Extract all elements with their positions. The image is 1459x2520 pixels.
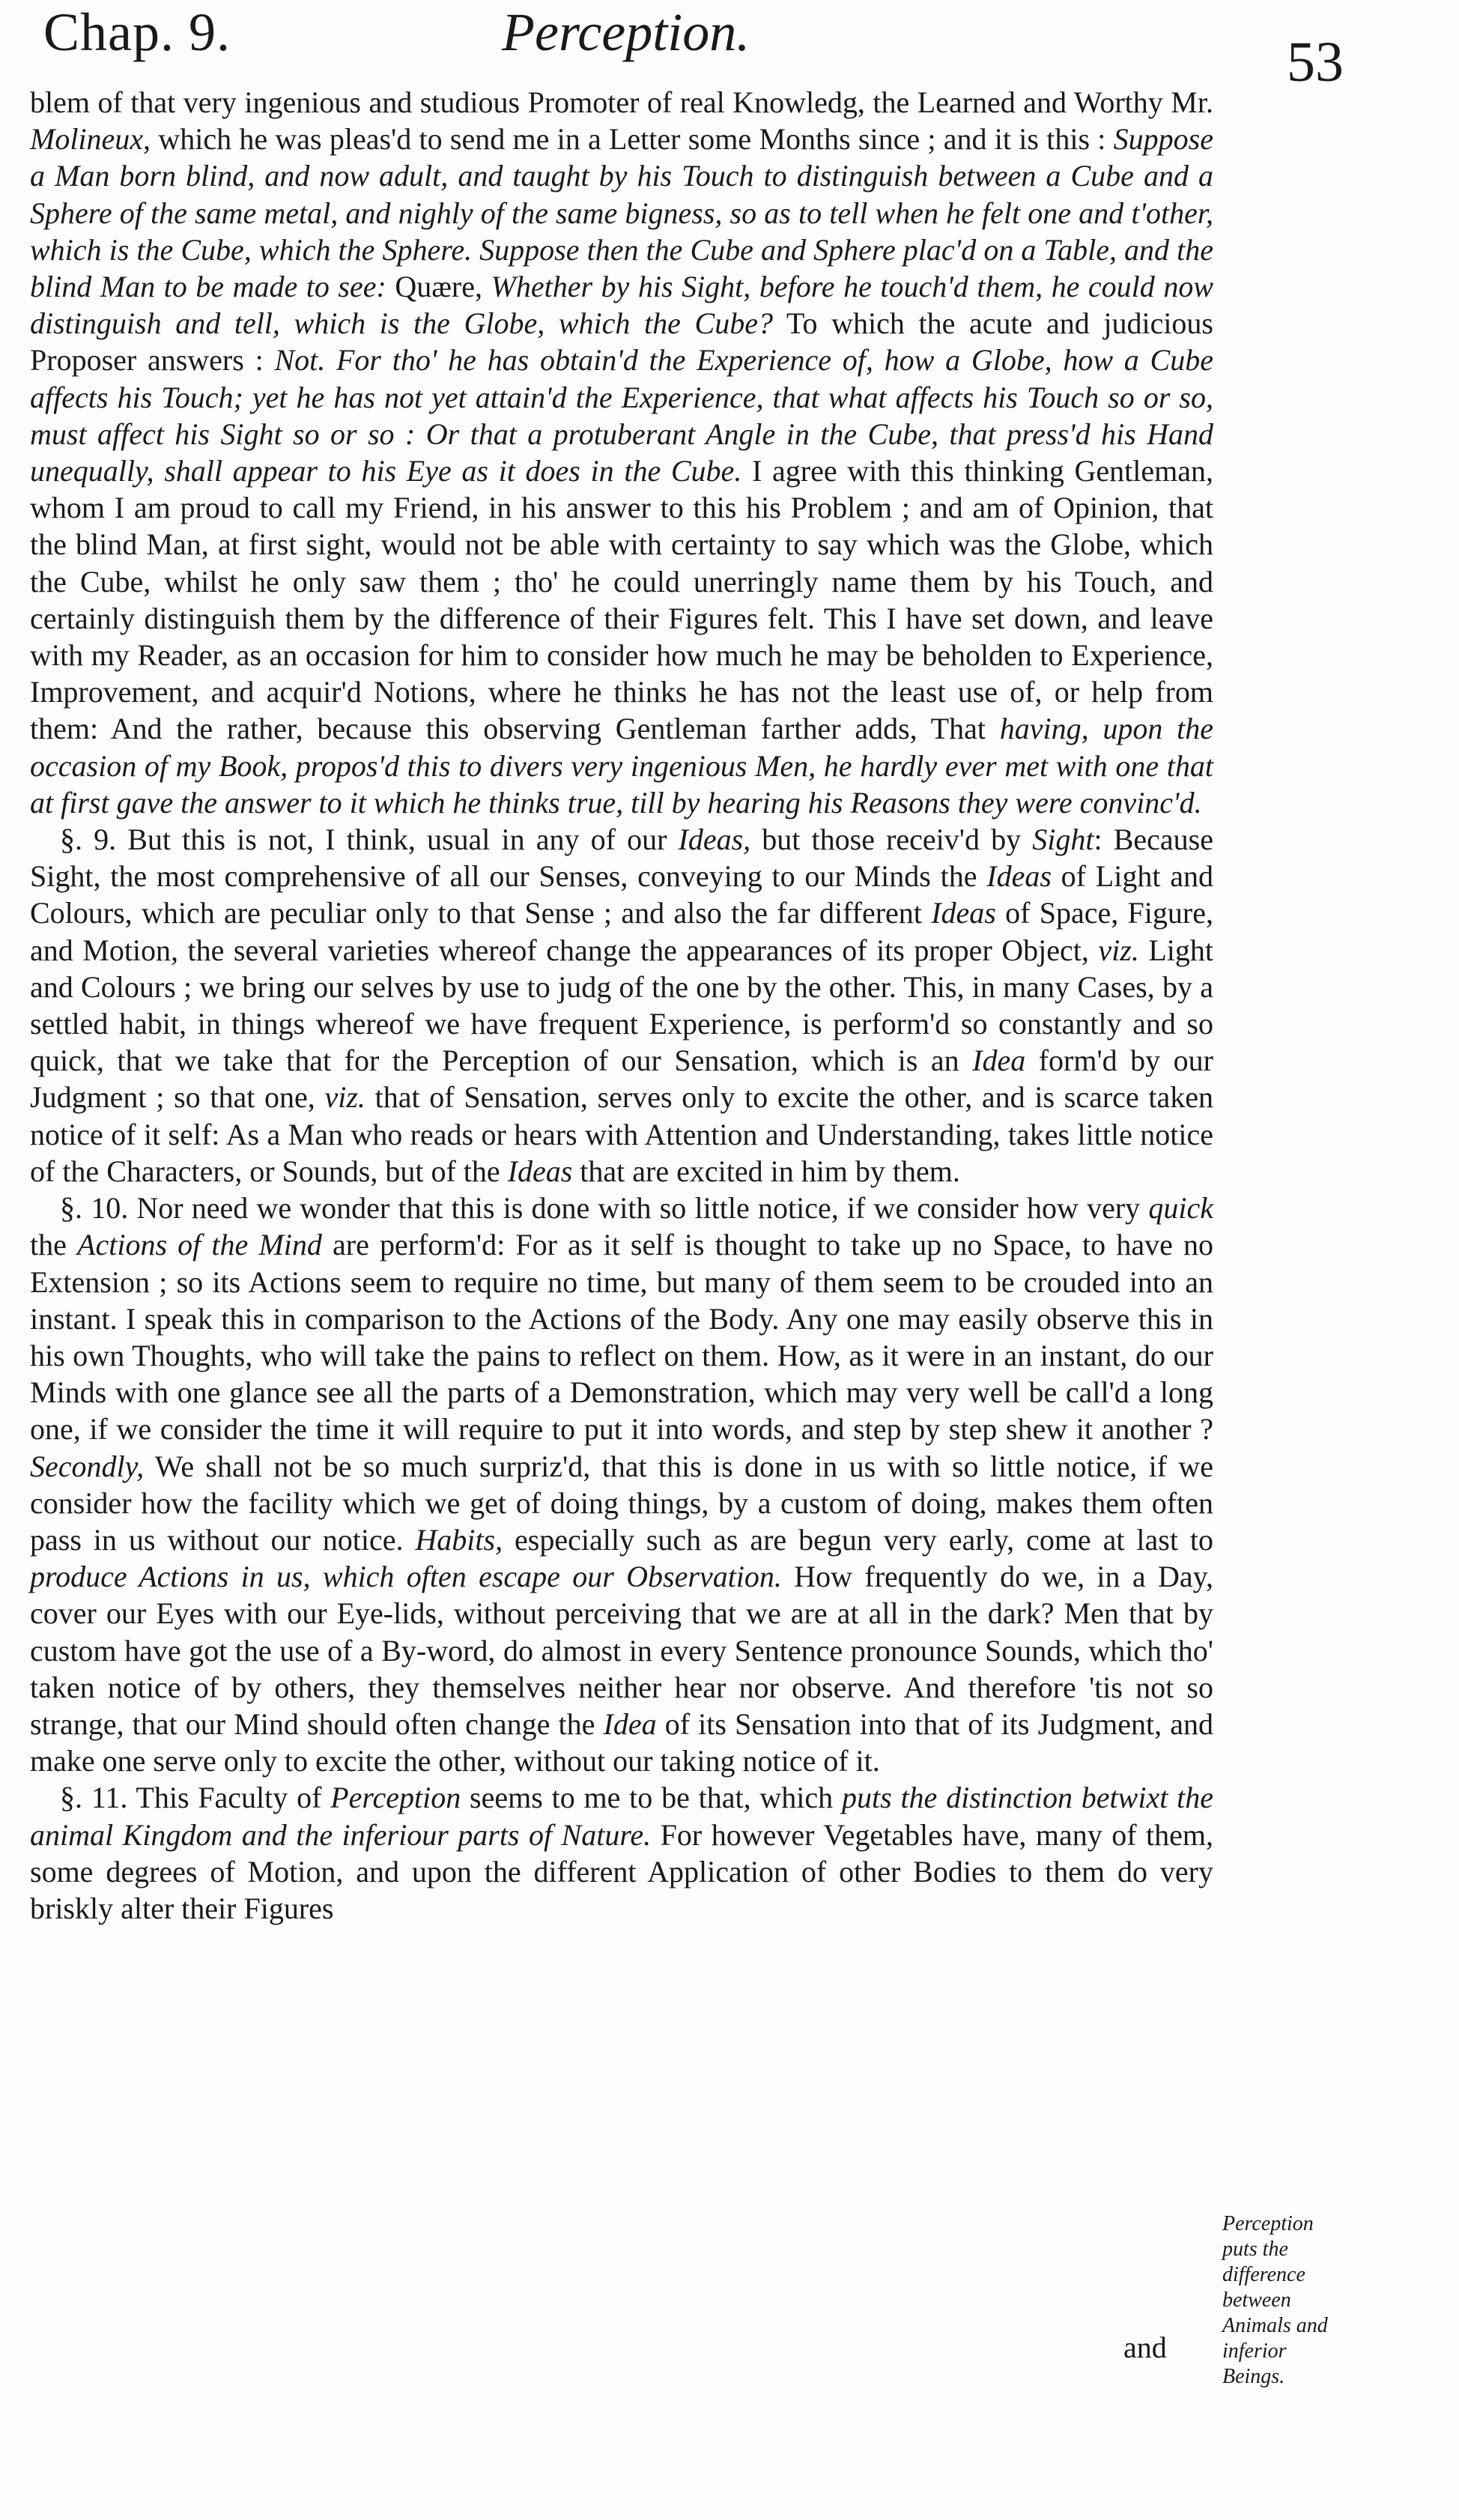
italic-run: Habits, [415,1522,503,1557]
italic-run: Ideas [986,859,1052,894]
text-run: that are excited in him by them. [572,1154,960,1188]
page-number: 53 [1287,31,1344,94]
italic-run: produce Actions in us, which often escape our Observation. [30,1560,782,1594]
italic-run: Idea [972,1044,1026,1078]
text-run: Light and Colours ; we bring our selves by use to judg of the one by the other. This, in many Cases, by a settled habit, in things whereof we have frequent Experience, is perform'd so constantly and so quick, that we take that for the Perception of our Sensation, which is an [30,933,1213,1078]
text-run: the [30,1228,78,1262]
text-run: that of Sensation, serves only to excite the other, and is scarce taken notice of it self: As a Man who reads or hears with Attention and Understanding, takes little notice of the Characters, or Sounds, but of the [30,1080,1213,1188]
text-run: For however Vegetables have, many of them, some degrees of Motion, and upon the different Application of other Bodies to them do very briskly alter their Figures [30,1817,1213,1925]
text-run: of Space, Figure, and Motion, the several varieties whereof change the appearances of its proper Object, [30,896,1213,967]
paragraph-section-11 [30,1779,1213,1927]
italic-run: Sight [1032,823,1094,857]
text-run: I agree with this thinking Gentleman, whom I am proud to call my Friend, in his answer to this his Problem ; and am of Opinion, that the blind Man, at first sight, would not be able with certainty to say which was the Globe, which the Cube, whilst he only saw them ; tho' he could unerringly name them by his Touch, and certainly distinguish them by the difference of their Figures felt. This I have set down, and leave with my Reader, as an occasion for him to consider how much he may be beholden to Experience, Improvement, and acquir'd Notions, where he thinks he has not the least use of, or help from them: And the rather, because this observing Gentleman farther adds, That [30,454,1214,746]
italic-run: having, upon the occasion of my Book, propos'd this to divers very ingenious Men, he hardly ever met with one that at first gave the answer to it which he thinks true, till by hearing his Reasons they were convinc'd. [30,712,1214,820]
italic-run: Whether by his Sight, before he touch'd them, he could now distinguish and tell, which is the Globe, which the Cube? [30,270,1213,341]
italic-run: Secondly, [30,1449,145,1483]
text-run: How frequently do we, in a Day, cover our Eyes with our Eye-lids, without perceiving that we are at all in the dark? Men that by custom have got the use of a By-word, do almost in every Sentence pronounce Sounds, which tho' taken notice of by others, they themselves neither hear nor observe. And therefore 'tis not so strange, that our Mind should often change the [30,1560,1213,1741]
text-run: To which the acute and judicious Proposer answers : [30,306,1214,378]
paragraph-section-9 [30,821,1213,1190]
paragraph-molineux-problem [30,84,1213,821]
text-run: of Light and Colours, which are peculiar only to that Sense ; and also the far different [30,859,1214,930]
italic-run: Idea [603,1706,657,1741]
italic-run: Ideas [931,896,996,930]
italic-run: Perception [330,1781,461,1815]
text-run: are perform'd: For as it self is thought to take up no Space, to have no Extension ; so its Actions seem to require no time, but many of them seem to be crouded into an instant. I speak this in comparison to the Actions of the Body. Any one may easily observe this in his own Thoughts, who will take the pains to reflect on them. How, as it were in an instant, do our Minds with one glance see all the parts of a Demonstration, which may very well be call'd a long one, if we consider the time it will require to put it into words, and step by step shew it another ? [30,1228,1213,1447]
margin-note: Perception puts the difference between Animals and inferior Beings. [1222,2212,1328,2388]
text-run: : Because Sight, the most comprehensive of all our Senses, conveying to our Minds the [30,823,1214,894]
italic-run: puts the distinction betwixt the animal Kingdom and the inferiour parts of Nature. [30,1781,1213,1852]
italic-run: Actions of the Mind [77,1228,322,1262]
italic-run: quick [1148,1191,1213,1226]
text-run: §. 11. This Faculty of [60,1781,331,1815]
text-run: form'd by our Judgment ; so that one, [30,1044,1214,1115]
catchword: and [1123,2330,1167,2364]
italic-run: Ideas, [678,823,751,857]
text-run: especially such as are begun very early, come at last to [503,1522,1213,1557]
running-head-chapter: Chap. 9. [43,2,231,62]
italic-run: Not. For tho' he has obtain'd the Experience of, how a Globe, how a Cube affects his Touch; yet he has not yet attain'd the Experience, that what affects his Touch so or so, must affect his Sight so or so : Or that a protuberant Angle in the Cube, that press'd his Hand unequally, shall appear to his Eye as it does in the Cube. [30,343,1213,488]
text-run: We shall not be so much surpriz'd, that this is done in us with so little notice, if we consider how the facility which we get of doing things, by a custom of doing, makes them often pass in us without our notice. [30,1449,1213,1557]
text-run: which he was pleas'd to send me in a Letter some Months since ; and it is this : [151,122,1114,157]
text-run: of its Sensation into that of its Judgment, and make one serve only to excite the other, without our taking notice of it. [30,1706,1214,1778]
italic-run: viz. [1098,933,1139,967]
italic-run: Ideas [507,1154,573,1188]
text-run: Quære, [386,270,491,304]
italic-run: Suppose a Man born blind, and now adult, and taught by his Touch to distinguish between a Cube and a Sphere of the same metal, and nighly of the same bigness, so as to tell when he felt one and t'other, which is the Cube, which the Sphere. Suppose then the Cube and Sphere plac'd on a Table, and the blind Man to be made to see: [30,122,1213,304]
italic-run: viz. [324,1080,365,1115]
paragraph-section-10 [30,1190,1213,1779]
text-run: but those receiv'd by [750,823,1033,857]
body-text [30,84,1213,1927]
running-head-title: Perception. [502,2,750,62]
italic-run: Molineux, [30,122,151,157]
text-run: seems to me to be that, which [461,1781,842,1815]
text-run: §. 10. Nor need we wonder that this is done with so little notice, if we consider how very [60,1191,1149,1226]
text-run: §. 9. But this is not, I think, usual in any of our [60,823,679,857]
text-run: blem of that very ingenious and studious Promoter of real Knowledg, the Learned and Worthy Mr. [30,85,1213,119]
